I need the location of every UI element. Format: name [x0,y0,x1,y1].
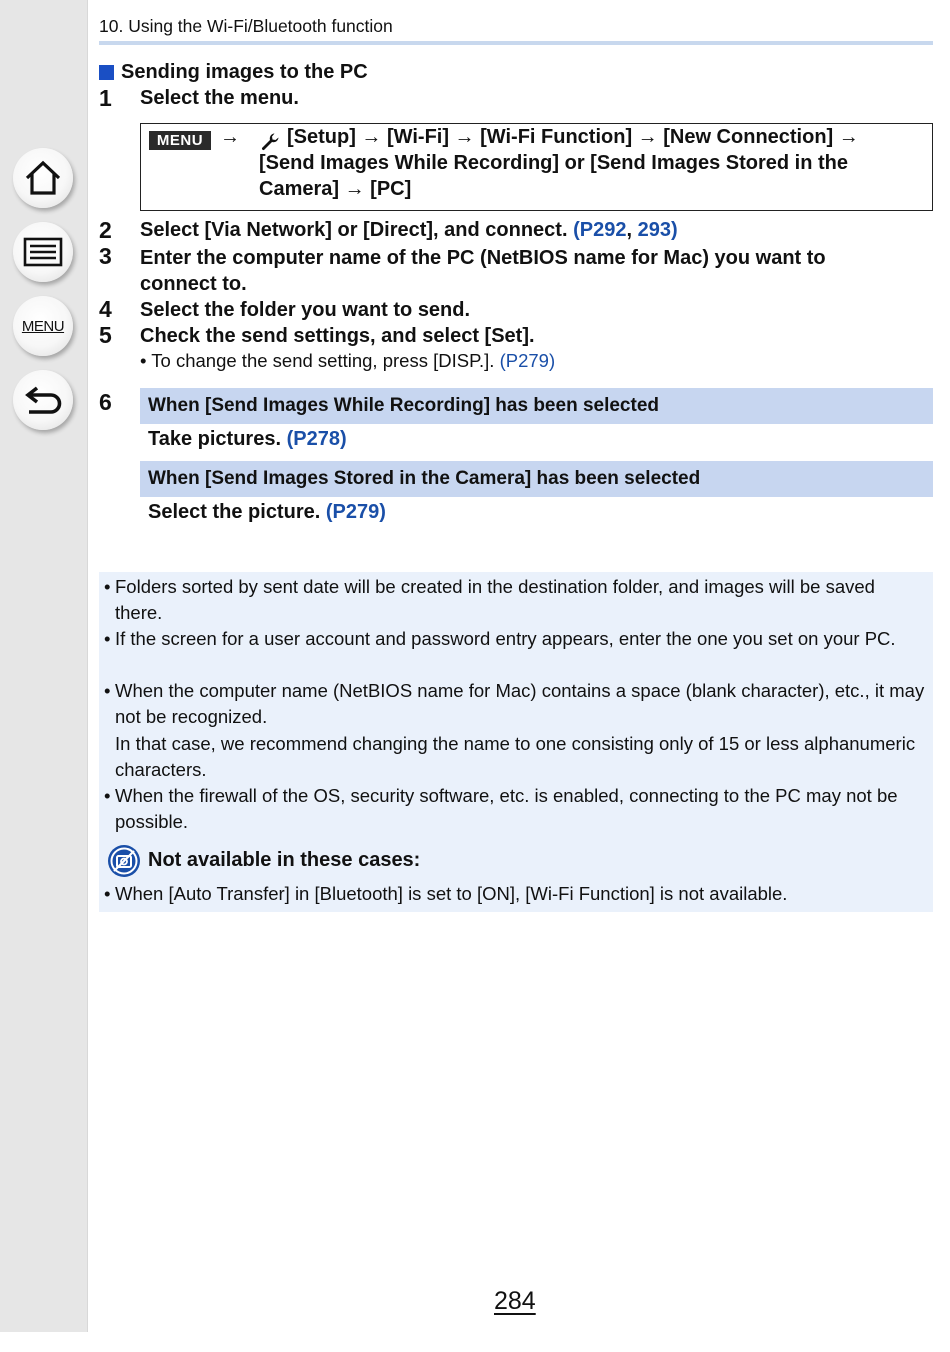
menu-path-text: [Setup] → [Wi-Fi] → [Wi-Fi Function] → [New Connection] → [Send Images While Recording] or [Send Images Stored in the Camera] → [PC] [259,126,859,200]
chapter-header: 10. Using the Wi-Fi/Bluetooth function [99,16,393,36]
condition-action [148,501,386,524]
section-title [99,61,368,84]
step-text: Select [Via Network] or [Direct], and connect. [140,219,568,241]
bullet: • [104,883,111,904]
bullet: • [104,628,111,649]
arrow-icon: → [220,126,240,148]
step-number: 2 [99,217,112,243]
contents-button[interactable] [13,222,73,282]
not-available-title: Not available in these cases: [148,849,421,871]
condition-heading: When [Send Images While Recording] has been selected [140,388,933,424]
condition-heading: When [Send Images Stored in the Camera] has been selected [140,461,933,497]
note-item [104,783,926,835]
condition-action-text: Select the picture. [148,501,321,523]
sidebar [0,0,88,1332]
note-item [104,881,926,907]
note-text: When the computer name (NetBIOS name for Mac) contains a space (blank character), etc., it may not be recognized. [115,680,925,728]
page-link[interactable]: (P292 [573,219,627,241]
back-button[interactable] [13,370,73,430]
section-title-text: Sending images to the PC [121,61,368,83]
note-continuation [104,731,926,783]
menu-icon: MENU [21,317,65,335]
step-line [140,217,678,243]
note-item [104,678,926,730]
note-text: When [Auto Transfer] in [Bluetooth] is set to [ON], [Wi-Fi Function] is not available. [115,883,788,904]
note-text: Folders sorted by sent date will be created in the destination folder, and images will be saved there. [115,576,875,624]
page-link[interactable]: (P278) [286,428,347,450]
not-available-icon [107,844,141,883]
step-text: Select the folder you want to send. [140,299,471,321]
header-divider [99,41,933,45]
step-text: Check the send settings, and select [Set]. [140,325,535,347]
note-item [104,574,926,626]
step-number: 1 [99,85,112,111]
home-button[interactable] [13,148,73,208]
step-text: Select the menu. [140,87,299,109]
page-link[interactable]: (P279) [325,501,386,523]
note-text: In that case, we recommend changing the name to one consisting only of 15 or less alphanumeric characters. [115,733,916,781]
step-number: 3 [99,243,112,269]
note-text: If the screen for a user account and password entry appears, enter the one you set on your PC. [115,628,896,649]
step-number: 5 [99,322,112,348]
notes-panel [99,572,933,912]
note-text: When the firewall of the OS, security software, etc. is enabled, connecting to the PC may not be possible. [115,785,898,833]
link-separator: , [626,219,633,241]
page-link[interactable]: (P279) [499,350,556,371]
list-icon [23,237,63,267]
sub-bullet [140,350,555,372]
menu-badge: MENU [149,131,211,150]
home-icon [24,160,62,196]
menu-button[interactable] [13,296,73,356]
bullet: • [104,785,111,806]
page-number: 284 [494,1287,536,1315]
condition-action [148,428,347,451]
note-item [104,626,926,652]
sub-bullet-text: To change the send setting, press [DISP.]. [151,350,495,371]
condition-action-text: Take pictures. [148,428,282,450]
bullet: • [104,576,111,597]
step-number: 6 [99,389,112,415]
step-number: 4 [99,296,112,322]
section-square-icon [99,65,114,80]
wrench-icon [260,132,280,157]
bullet: • [104,680,111,701]
step-text: Enter the computer name of the PC (NetBIOS name for Mac) you want to connect to. [140,247,826,295]
page-link[interactable]: 293) [637,219,678,241]
menu-path-box [140,123,933,211]
bullet: • [140,350,147,371]
back-icon [23,383,63,417]
